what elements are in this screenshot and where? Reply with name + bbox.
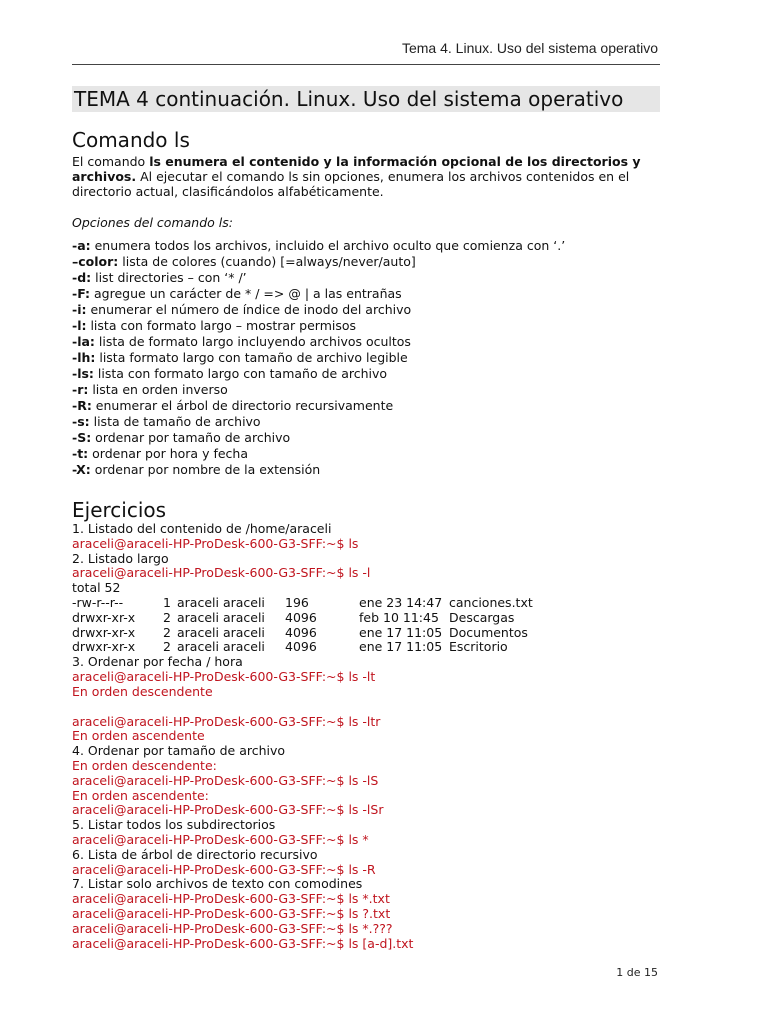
command-line: araceli@araceli-HP-ProDesk-600-G3-SFF:~$ ls bbox=[72, 535, 359, 551]
exercise-title: 2. Listado largo bbox=[72, 550, 169, 566]
intro-part-1: El comando bbox=[72, 154, 150, 169]
command-note: En orden descendente: bbox=[72, 757, 217, 773]
spacer bbox=[72, 700, 662, 715]
command-line: araceli@araceli-HP-ProDesk-600-G3-SFF:~$ ls *.??? bbox=[72, 920, 393, 936]
command-line: araceli@araceli-HP-ProDesk-600-G3-SFF:~$ ls * bbox=[72, 831, 369, 847]
exercise-title: 4. Ordenar por tamaño de archivo bbox=[72, 743, 286, 759]
command-output: total 52 bbox=[72, 580, 121, 596]
option-item: -i: enumerar el número de índice de inodo del archivo bbox=[72, 302, 412, 317]
command-line: araceli@araceli-HP-ProDesk-600-G3-SFF:~$ ls -ltr bbox=[72, 713, 381, 729]
exercise-title: 3. Ordenar por fecha / hora bbox=[72, 654, 243, 670]
header-rule bbox=[72, 64, 660, 65]
ls-output-row: -rw-r--r-- 1 araceli araceli 196 ene 23 14:47 canciones.txt bbox=[72, 594, 533, 610]
option-item: -la: lista de formato largo incluyendo archivos ocultos bbox=[72, 334, 411, 349]
command-note: En orden ascendente: bbox=[72, 787, 209, 803]
exercise-title: 1. Listado del contenido de /home/araceli bbox=[72, 521, 332, 536]
ls-output-row: drwxr-xr-x 2 araceli araceli 4096 ene 17 11:05 Documentos bbox=[72, 624, 528, 640]
command-line: araceli@araceli-HP-ProDesk-600-G3-SFF:~$ ls ?.txt bbox=[72, 905, 391, 921]
page-content bbox=[72, 86, 662, 951]
section-heading-ejercicios: Ejercicios bbox=[72, 498, 167, 522]
command-line: araceli@araceli-HP-ProDesk-600-G3-SFF:~$ ls [a-d].txt bbox=[72, 935, 414, 951]
exercise-title: 6. Lista de árbol de directorio recursivo bbox=[72, 846, 318, 862]
exercises bbox=[72, 522, 662, 951]
option-item: -s: lista de tamaño de archivo bbox=[72, 414, 261, 429]
command-line: araceli@araceli-HP-ProDesk-600-G3-SFF:~$ ls -l bbox=[72, 565, 371, 581]
option-item: -d: list directories – con ‘* /’ bbox=[72, 270, 247, 285]
section-heading-ls: Comando ls bbox=[72, 128, 190, 152]
option-item: -F: agregue un carácter de * / => @ | a las entrañas bbox=[72, 286, 402, 301]
command-line: araceli@araceli-HP-ProDesk-600-G3-SFF:~$ ls -lSr bbox=[72, 802, 384, 818]
option-item: -lh: lista formato largo con tamaño de archivo legible bbox=[72, 350, 408, 365]
command-line: araceli@araceli-HP-ProDesk-600-G3-SFF:~$ ls -R bbox=[72, 861, 376, 877]
option-item: -R: enumerar el árbol de directorio recursivamente bbox=[72, 398, 394, 413]
intro-paragraph bbox=[72, 154, 662, 199]
option-item: -a: enumera todos los archivos, incluido el archivo oculto que comienza con ‘.’ bbox=[72, 238, 566, 253]
running-header: Tema 4. Linux. Uso del sistema operativo bbox=[401, 40, 658, 56]
command-note: En orden ascendente bbox=[72, 728, 205, 744]
options-heading: Opciones del comando ls: bbox=[72, 215, 233, 230]
ls-output-row: drwxr-xr-x 2 araceli araceli 4096 ene 17 11:05 Escritorio bbox=[72, 639, 508, 655]
page-number: 1 de 15 bbox=[616, 966, 658, 979]
option-item: -ls: lista con formato largo con tamaño de archivo bbox=[72, 366, 388, 381]
option-item: -l: lista con formato largo – mostrar permisos bbox=[72, 318, 357, 333]
option-item: -t: ordenar por hora y fecha bbox=[72, 446, 248, 461]
page-title: TEMA 4 continuación. Linux. Uso del sistema operativo bbox=[72, 86, 660, 112]
command-line: araceli@araceli-HP-ProDesk-600-G3-SFF:~$ ls *.txt bbox=[72, 891, 390, 907]
command-note: En orden descendente bbox=[72, 683, 213, 699]
exercise-title: 5. Listar todos los subdirectorios bbox=[72, 817, 276, 833]
ls-output-row: drwxr-xr-x 2 araceli araceli 4096 feb 10 11:45 Descargas bbox=[72, 609, 515, 625]
option-item: –color: lista de colores (cuando) [=always/never/auto] bbox=[72, 254, 416, 269]
option-item: -r: lista en orden inverso bbox=[72, 382, 228, 397]
exercise-title: 7. Listar solo archivos de texto con comodines bbox=[72, 876, 363, 892]
command-line: araceli@araceli-HP-ProDesk-600-G3-SFF:~$ ls -lS bbox=[72, 772, 379, 788]
option-item: -S: ordenar por tamaño de archivo bbox=[72, 430, 291, 445]
option-item: -X: ordenar por nombre de la extensión bbox=[72, 462, 321, 477]
options-list bbox=[72, 238, 662, 478]
command-line: araceli@araceli-HP-ProDesk-600-G3-SFF:~$ ls -lt bbox=[72, 668, 376, 684]
intro-part-2: Al ejecutar el comando ls sin opciones, enumera los archivos contenidos en el directorio actual, clasificándolos alfabéticamente. bbox=[72, 169, 630, 199]
intro-bold: ls enumera el contenido y la información opcional de los directorios y archivos. bbox=[72, 154, 641, 184]
